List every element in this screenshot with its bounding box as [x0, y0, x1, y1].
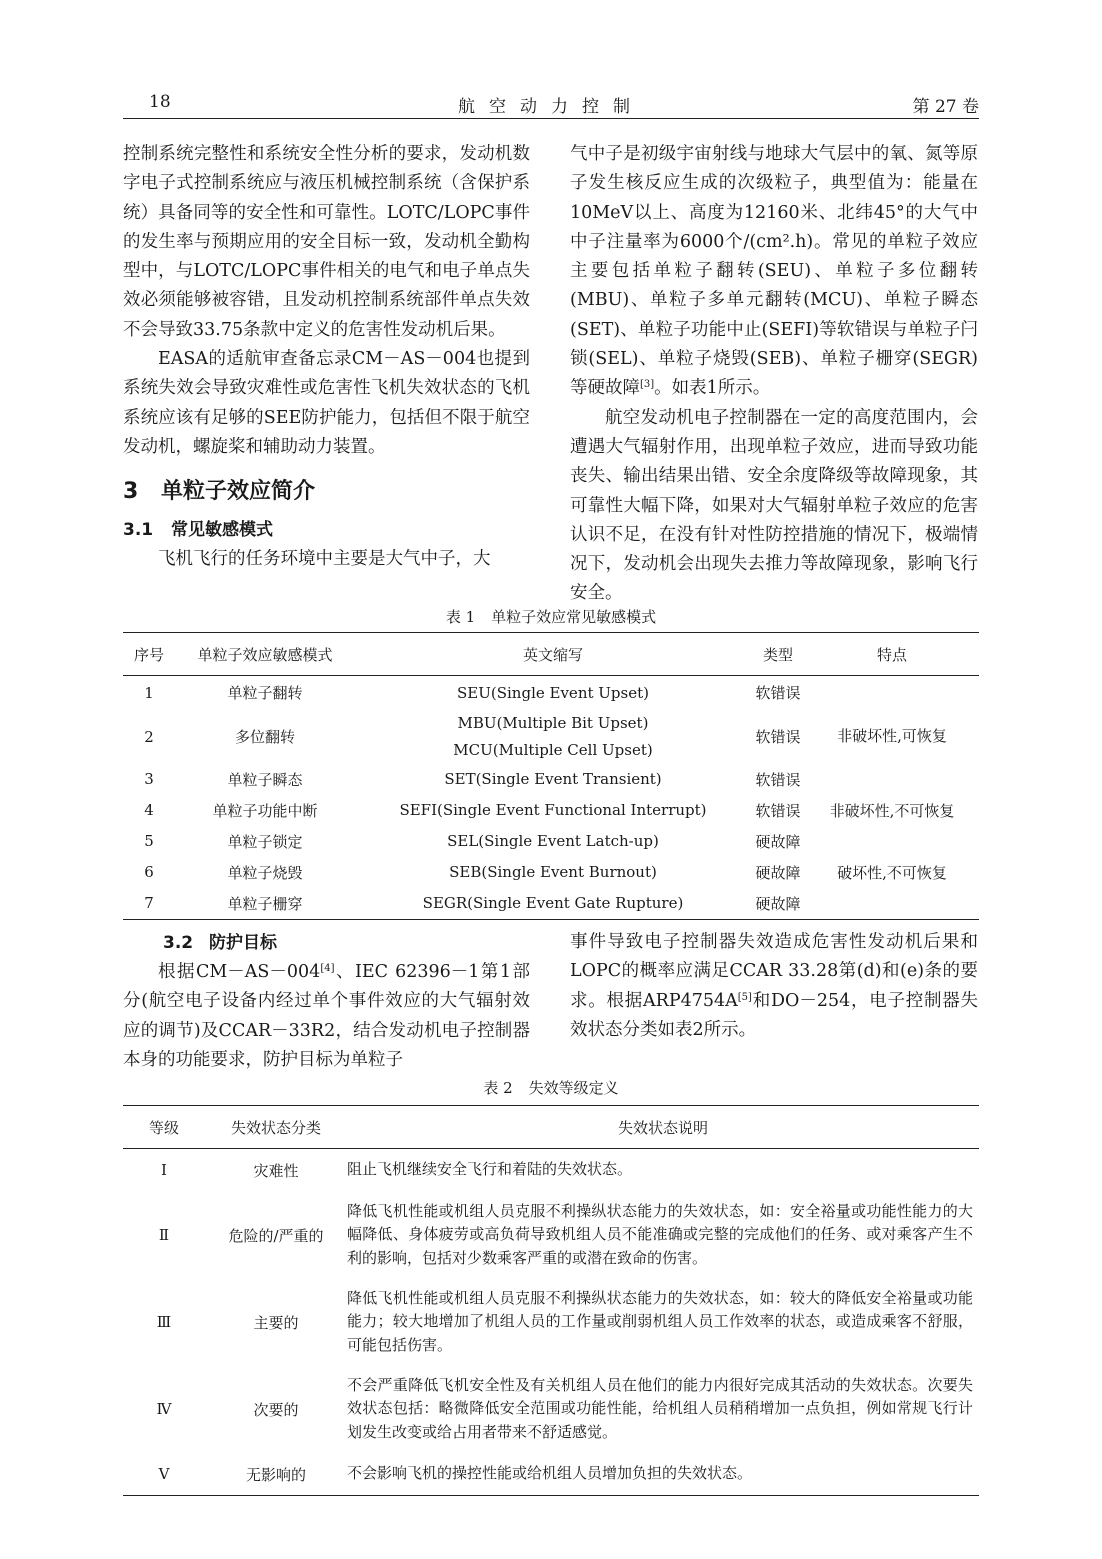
paragraph — [570, 140, 978, 404]
table-1-caption — [123, 606, 979, 627]
table-number: 表 1 — [445, 608, 476, 626]
cell-abbr: SEL(Single Event Latch-up) — [447, 832, 659, 850]
paragraph — [570, 928, 978, 1045]
cell-feature: 非破坏性,不可恢复 — [829, 801, 955, 820]
cell-type: 软错误 — [755, 770, 801, 789]
cell-level: Ⅲ — [156, 1313, 172, 1331]
table-row — [123, 1191, 979, 1279]
cell-level: Ⅴ — [158, 1465, 170, 1483]
header-rule — [123, 118, 979, 119]
table-title: 单粒子效应常见敏感模式 — [491, 608, 657, 626]
cell-class: 灾难性 — [253, 1161, 299, 1180]
cell-desc: 不会严重降低飞机安全性及有关机组人员在他们的能力内很好完成其活动的失效状态。次要失效状态包括：略微降低安全范围或功能性能，给机组人员稍稍增加一点负担，例如常规飞行计划发生改变或给占用者带来不舒适感觉。 — [347, 1375, 973, 1441]
section-heading-3 — [123, 476, 530, 508]
cell-no: 2 — [144, 727, 154, 746]
cell-level: Ⅳ — [156, 1400, 172, 1418]
cell-abbr: SET(Single Event Transient) — [444, 770, 662, 788]
left-column-lower — [123, 958, 530, 1075]
citation-ref: [5] — [737, 991, 752, 1003]
cell-no: 1 — [144, 683, 154, 702]
cell-desc: 降低飞机性能或机组人员克服不利操纵状态能力的失效状态，如：较大的降低安全裕量或功能能力；较大地增加了机组人员的工作量或削弱机组人员工作效率的状态，或造成乘客不舒服，可能包括伤害。 — [347, 1288, 973, 1354]
cell-type: 软错误 — [755, 728, 801, 746]
cell-no: 4 — [144, 801, 154, 819]
column-header: 等级 — [123, 1106, 205, 1149]
cell-desc: 降低飞机性能或机组人员克服不利操纵状态能力的失效状态，如：安全裕量或功能性能力的大幅降低、身体疲劳或高负荷导致机组人员不能准确或完整的完成他们的任务、或对乘客产生不利的影响，包括对少数乘客严重的或潜在致命的伤害。 — [347, 1201, 973, 1267]
cell-desc: 阻止飞机继续安全飞行和着陆的失效状态。 — [347, 1160, 633, 1179]
column-header: 单粒子效应敏感模式 — [175, 633, 355, 676]
paragraph: 控制系统完整性和系统安全性分析的要求，发动机数字电子式控制系统应与液压机械控制系统（含保护系统）具备同等的安全性和可靠性。LOTC/LOPC事件的发生率与预期应用的安全目标一致，发动机全勤构型中，与LOTC/LOPC事件相关的电气和电子单点失效必须能够被容错，且发动机控制系统部件单点失效不会导致33.75条款中定义的危害性发动机后果。 — [123, 144, 530, 340]
subsection-title: 防护目标 — [209, 933, 277, 953]
table-title: 失效等级定义 — [528, 1079, 619, 1097]
cell-abbr: SEFI(Single Event Functional Interrupt) — [399, 801, 707, 819]
cell-no: 3 — [144, 770, 154, 788]
paragraph — [123, 958, 530, 1075]
paragraph-text: 。如表1所示。 — [654, 378, 771, 399]
table-row — [123, 1149, 979, 1192]
abbr-line: MBU(Multiple Bit Upset) — [457, 713, 649, 732]
cell-mode: 单粒子栅穿 — [227, 894, 303, 913]
cell-feature: 非破坏性,可恢复 — [837, 726, 947, 745]
column-header: 英文缩写 — [355, 633, 751, 676]
table-row — [123, 1453, 979, 1496]
table-row — [123, 676, 979, 710]
cell-class: 无影响的 — [245, 1465, 306, 1484]
paragraph-text: 气中子是初级宇宙射线与地球大气层中的氧、氮等原子发生核反应生成的次级粒子，典型值为：能量在10MeV以上、高度为12160米、北纬45°的大气中中子注量率为6000个/(cm².h)。常见的单粒子效应主要包括单粒子翻转(SEU)、单粒子多位翻转(MBU)、单粒子多单元翻转(MCU)、单粒子瞬态(SET)、单粒子功能中止(SEFI)等软错误与单粒子闩锁(SEL)、单粒子烧毁(SEB)、单粒子栅穿(SEGR)等硬故障 — [570, 144, 978, 399]
cell-mode: 单粒子功能中断 — [212, 801, 318, 820]
paragraph-text: 根据CM－AS－004 — [158, 962, 321, 982]
cell-type: 硬故障 — [755, 863, 801, 882]
table-number: 表 2 — [483, 1079, 513, 1097]
subsection-number: 3.1 — [123, 520, 154, 541]
table-row — [123, 826, 979, 857]
column-header: 失效状态分类 — [205, 1106, 347, 1149]
cell-mode: 单粒子烧毁 — [227, 863, 303, 882]
cell-class: 次要的 — [253, 1400, 299, 1419]
cell-mode: 多位翻转 — [234, 728, 295, 746]
running-header — [123, 90, 979, 116]
cell-mode: 单粒子瞬态 — [227, 770, 303, 789]
journal-name: 航空动力控制 — [458, 97, 644, 117]
page-number: 18 — [149, 92, 171, 112]
table-row — [123, 795, 979, 826]
column-header: 特点 — [805, 633, 979, 676]
citation-ref: [4] — [320, 963, 335, 974]
cell-abbr: SEB(Single Event Burnout) — [449, 863, 657, 881]
paragraph-text: 事件导致电子控制器失效造成危害性发动机后果和LOPC的概率应满足CCAR 33.28第(d)和(e)条的要求。根据ARP4754A — [570, 932, 978, 1011]
cell-type: 硬故障 — [755, 832, 801, 851]
cell-level: Ⅰ — [161, 1161, 167, 1179]
subsection-heading-3-1 — [123, 516, 530, 545]
column-header: 失效状态说明 — [347, 1106, 979, 1149]
left-column-upper — [123, 140, 530, 575]
cell-no: 6 — [144, 863, 154, 881]
paragraph-text: 和DO－254，电子控制器失效状态分类如表2所示。 — [570, 990, 979, 1040]
column-header: 类型 — [751, 633, 805, 676]
table-2 — [123, 1105, 979, 1496]
paragraph: 航空发动机电子控制器在一定的高度范围内，会遭遇大气辐射作用，出现单粒子效应，进而导致功能丧失、输出结果出错、安全余度降级等故障现象，其可靠性大幅下降，如果对大气辐射单粒子效应的危害认识不足，在没有针对性防控措施的情况下，极端情况下，发动机会出现失去推力等故障现象，影响飞行安全。 — [570, 407, 978, 604]
cell-type: 软错误 — [755, 684, 801, 703]
table-header-row — [123, 633, 979, 676]
paragraph: EASA的适航审查备忘录CM－AS－004也提到系统失效会导致灾难性或危害性飞机失效状态的飞机系统应该有足够的SEE防护能力，包括但不限于航空发动机，螺旋桨和辅助动力装置。 — [123, 349, 530, 457]
column-header: 序号 — [123, 633, 175, 676]
right-column-lower — [570, 928, 978, 1045]
section-number: 3 — [123, 479, 139, 505]
subsection-number: 3.2 — [163, 933, 194, 953]
cell-abbr: SEU(Single Event Upset) — [457, 683, 649, 702]
table-row — [123, 1279, 979, 1365]
abbr-line: MCU(Multiple Cell Upset) — [453, 740, 653, 759]
paragraph: 飞机飞行的任务环境中主要是大气中子，大 — [158, 549, 491, 570]
cell-abbr — [355, 710, 751, 764]
table-row — [123, 1365, 979, 1453]
paragraph-text: 、IEC 62396－1第1部分(航空电子设备内经过单个事件效应的大气辐射效应的调节)及CCAR－33R2，结合发动机电子控制器本身的功能要求，防护目标为单粒子 — [123, 962, 531, 1070]
cell-mode: 单粒子翻转 — [227, 684, 303, 703]
table-2-caption — [123, 1077, 979, 1098]
subsection-title: 常见敏感模式 — [171, 520, 273, 541]
cell-no: 7 — [144, 894, 154, 912]
cell-desc: 不会影响飞机的操控性能或给机组人员增加负担的失效状态。 — [347, 1464, 753, 1483]
cell-class: 危险的/严重的 — [228, 1226, 324, 1245]
cell-class: 主要的 — [253, 1313, 299, 1332]
right-column-upper — [570, 140, 978, 609]
volume-label: 第 27 卷 — [912, 97, 979, 117]
table-header-row — [123, 1106, 979, 1149]
subsection-heading-3-2 — [163, 929, 277, 958]
citation-ref: [3] — [640, 379, 655, 391]
cell-mode: 单粒子锁定 — [227, 832, 303, 851]
section-title: 单粒子效应简介 — [161, 479, 316, 505]
cell-no: 5 — [144, 832, 154, 850]
cell-type: 软错误 — [755, 801, 801, 820]
table-1 — [123, 632, 979, 920]
cell-type: 硬故障 — [755, 894, 801, 913]
cell-abbr: SEGR(Single Event Gate Rupture) — [422, 894, 684, 912]
cell-feature: 破坏性,不可恢复 — [837, 863, 947, 882]
cell-level: Ⅱ — [158, 1226, 170, 1244]
